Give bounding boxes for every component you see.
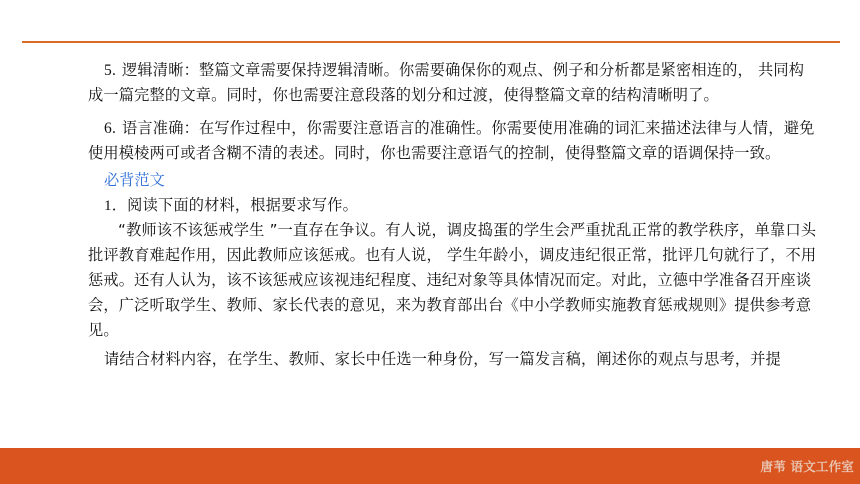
item-text: 逻辑清晰：整篇文章需要保持逻辑清晰。你需要确保你的观点、例子和分析都是紧密相连的， 共同构成一篇完整的文章。同时，你也需要注意段落的划分和过渡，使得整篇文章的结构清晰明了。 [88, 61, 805, 104]
item-number: 5. [104, 62, 117, 79]
question-material: “教师该不该惩戒学生 ”一直存在争议。有人说，调皮捣蛋的学生会严重扰乱正常的教学秩序，单靠口头批评教育难起作用，因此教师应该惩戒。也有人说， 学生年龄小，调皮违纪很正常，批评几句就行了，不用惩戒。还有人认为，该不该惩戒应该视违纪程度、违纪对象等具体情况而定。对此，立德中学准备召开座谈会，广泛听取学生、教师、家长代表的意见，来为教育部出台《中小学教师实施教育惩戒规则》提供参考意见。 [88, 221, 817, 339]
question-task: 请结合材料内容，在学生、教师、家长中任选一种身份，写一篇发言稿，阐述你的观点与思考，并提 [104, 350, 782, 368]
question-number: 1 [104, 197, 112, 214]
question-intro-text: ．阅读下面的材料，根据要求写作。 [111, 196, 358, 214]
list-item-6 [88, 116, 818, 166]
document-body [88, 58, 818, 372]
item-number: 6. [104, 120, 117, 137]
list-item-5 [88, 58, 818, 108]
question-intro [88, 193, 818, 218]
footer-brand: 唐苇 语文工作室 [760, 459, 854, 474]
item-text: 语言准确：在写作过程中，你需要注意语言的准确性。你需要使用准确的词汇来描述法律与人情，避免使用模棱两可或者含糊不清的表述。同时，你也需要注意语气的控制，使得整篇文章的语调保持一致。 [88, 119, 815, 162]
footer-bar [0, 448, 860, 484]
section-heading: 必背范文 [104, 171, 165, 189]
header-divider [22, 41, 840, 43]
